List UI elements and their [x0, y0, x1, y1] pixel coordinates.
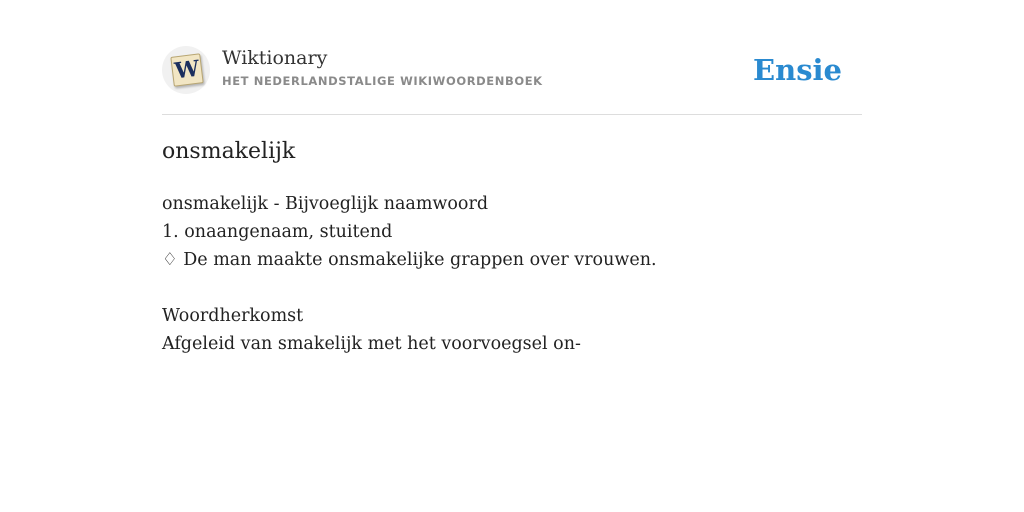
- etymology-text: Afgeleid van smakelijk met het voorvoegsel on-: [162, 334, 581, 354]
- site-subtitle: HET NEDERLANDSTALIGE WIKIWOORDENBOEK: [222, 74, 543, 88]
- entry-definition-header: onsmakelijk - Bijvoeglijk naamwoord: [162, 194, 489, 214]
- page-title: onsmakelijk: [162, 139, 296, 164]
- ensie-brand-link[interactable]: Ensie: [753, 53, 842, 87]
- spacer: [162, 274, 862, 302]
- header: [162, 46, 862, 115]
- entry-example: ♢ De man maakte onsmakelijke grappen over vrouwen.: [162, 250, 657, 270]
- etymology-heading: Woordherkomst: [162, 306, 304, 326]
- wiktionary-logo[interactable]: [162, 46, 210, 94]
- entry-content: [162, 190, 862, 358]
- wiktionary-logo-icon: W: [170, 53, 203, 86]
- entry-definition-1: 1. onaangenaam, stuitend: [162, 222, 393, 242]
- site-title[interactable]: Wiktionary: [222, 47, 328, 69]
